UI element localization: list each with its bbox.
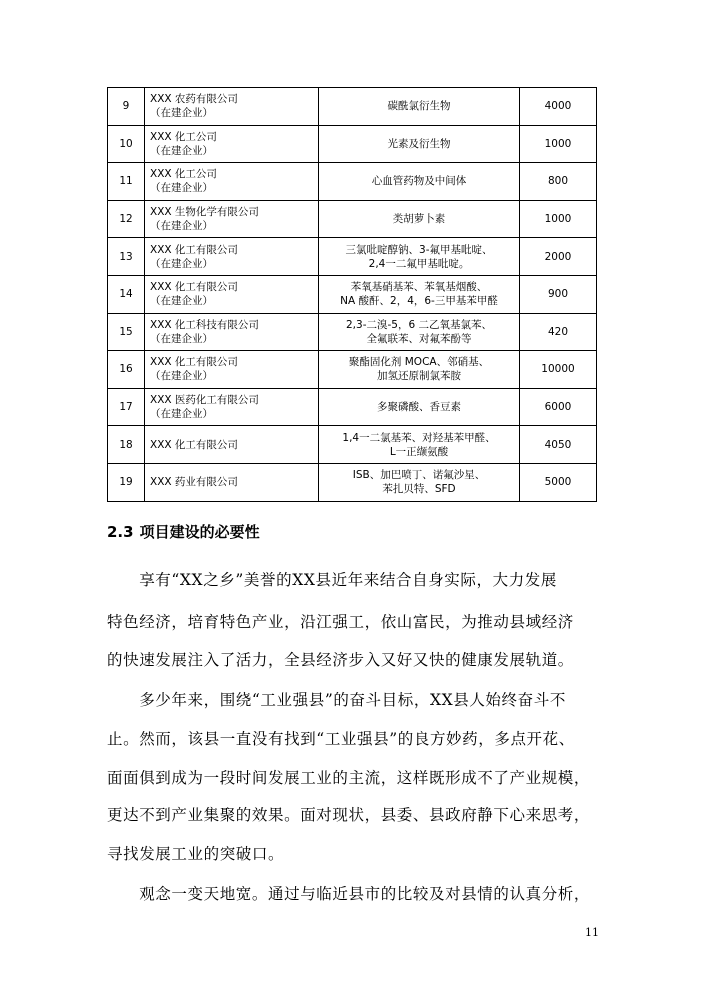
product-line: L一正缬氨酸 — [389, 445, 449, 458]
company-cell — [145, 426, 319, 464]
row-number-cell: 13 — [108, 238, 145, 276]
table-row — [108, 125, 597, 163]
product-line: 光素及衍生物 — [387, 137, 451, 150]
product-cell — [319, 125, 520, 163]
company-name: XXX 医药化工有限公司 — [150, 394, 259, 407]
company-status: （在建企业） — [150, 332, 213, 345]
section-number: 2.3 — [107, 523, 134, 541]
product-line: 苯氧基硝基苯、苯氧基烟酸、 — [350, 281, 488, 294]
company-cell — [145, 388, 319, 426]
product-cell — [319, 351, 520, 389]
capacity-cell: 900 — [520, 275, 597, 313]
company-cell — [145, 238, 319, 276]
company-cell — [145, 125, 319, 163]
company-name: XXX 农药有限公司 — [150, 93, 238, 106]
table-row — [108, 238, 597, 276]
capacity-cell: 4050 — [520, 426, 597, 464]
company-status: （在建企业） — [150, 295, 213, 308]
row-number-cell: 10 — [108, 125, 145, 163]
company-cell — [145, 463, 319, 501]
enterprise-table-body — [108, 88, 597, 502]
company-name: XXX 药业有限公司 — [150, 476, 238, 489]
company-name: XXX 化工有限公司 — [150, 438, 238, 451]
row-number-cell: 11 — [108, 163, 145, 201]
product-line: 三氯吡啶醇钠、3-氟甲基吡啶、 — [345, 243, 493, 256]
company-name: XXX 生物化学有限公司 — [150, 206, 259, 219]
company-status: （在建企业） — [150, 370, 213, 383]
table-row — [108, 313, 597, 351]
product-line: 心血管药物及中间体 — [371, 175, 467, 188]
company-name: XXX 化工科技有限公司 — [150, 318, 259, 331]
capacity-cell: 800 — [520, 163, 597, 201]
product-cell — [319, 200, 520, 238]
product-line: 碳酰氯衍生物 — [387, 100, 451, 113]
paragraph-line: 观念一变天地宽。通过与临近县市的比较及对县情的认真分析， — [107, 885, 591, 903]
capacity-cell: 2000 — [520, 238, 597, 276]
product-line: 2,4一二氟甲基吡啶。 — [368, 257, 470, 270]
company-name: XXX 化工有限公司 — [150, 243, 238, 256]
row-number-cell: 16 — [108, 351, 145, 389]
capacity-cell: 6000 — [520, 388, 597, 426]
company-status: （在建企业） — [150, 257, 213, 270]
table-row — [108, 163, 597, 201]
company-name: XXX 化工公司 — [150, 168, 217, 181]
product-line: NA 酸酐、2，4，6-三甲基苯甲醛 — [340, 295, 498, 308]
company-cell — [145, 163, 319, 201]
table-row — [108, 426, 597, 464]
paragraph-line: 多少年来，围绕“工业强县”的奋斗目标，XX县人始终奋斗不 — [107, 691, 566, 709]
page-number: 11 — [585, 926, 599, 939]
company-status: （在建企业） — [150, 144, 213, 157]
table-row — [108, 200, 597, 238]
company-name: XXX 化工有限公司 — [150, 356, 238, 369]
product-line: ISB、加巴喷丁、诺氟沙星、 — [352, 469, 486, 482]
company-name: XXX 化工有限公司 — [150, 281, 238, 294]
row-number-cell: 14 — [108, 275, 145, 313]
company-cell — [145, 200, 319, 238]
product-line: 加氢还原制氯苯胺 — [377, 370, 461, 383]
product-cell — [319, 275, 520, 313]
product-cell — [319, 163, 520, 201]
product-line: 多聚磷酸、香豆素 — [377, 401, 461, 414]
row-number-cell: 9 — [108, 88, 145, 126]
table-row — [108, 463, 597, 501]
paragraph-line: 止。然而，该县一直没有找到“工业强县”的良方妙药，多点开花、 — [107, 730, 575, 748]
capacity-cell: 5000 — [520, 463, 597, 501]
row-number-cell: 15 — [108, 313, 145, 351]
product-cell — [319, 313, 520, 351]
paragraph-line: 的快速发展注入了活力，全县经济步入又好又快的健康发展轨道。 — [107, 651, 574, 669]
product-line: 苯扎贝特、SFD — [382, 483, 456, 496]
capacity-cell: 1000 — [520, 200, 597, 238]
enterprise-table — [107, 87, 597, 502]
capacity-cell: 4000 — [520, 88, 597, 126]
capacity-cell: 1000 — [520, 125, 597, 163]
company-name: XXX 化工公司 — [150, 130, 217, 143]
product-line: 2,3-二溴-5，6 二乙氧基氯苯、 — [346, 318, 492, 331]
company-cell — [145, 88, 319, 126]
row-number-cell: 18 — [108, 426, 145, 464]
paragraph-line: 享有“XX之乡”美誉的XX县近年来结合自身实际，大力发展 — [107, 571, 557, 589]
section-heading — [107, 521, 260, 542]
company-status: （在建企业） — [150, 107, 213, 120]
paragraph-line: 特色经济，培育特色产业，沿江强工，依山富民，为推动县域经济 — [107, 613, 574, 631]
table-row — [108, 351, 597, 389]
section-title: 项目建设的必要性 — [139, 523, 260, 541]
table-row — [108, 388, 597, 426]
capacity-cell: 10000 — [520, 351, 597, 389]
company-status: （在建企业） — [150, 182, 213, 195]
paragraph-line: 更达不到产业集聚的效果。面对现状，县委、县政府静下心来思考， — [107, 806, 591, 824]
company-status: （在建企业） — [150, 220, 213, 233]
product-cell — [319, 88, 520, 126]
capacity-cell: 420 — [520, 313, 597, 351]
company-cell — [145, 275, 319, 313]
product-line: 类胡萝卜素 — [392, 213, 446, 226]
company-cell — [145, 351, 319, 389]
product-cell — [319, 463, 520, 501]
product-cell — [319, 388, 520, 426]
product-line: 1,4一二氯基苯、对羟基苯甲醛、 — [342, 431, 496, 444]
company-cell — [145, 313, 319, 351]
paragraph-line: 寻找发展工业的突破口。 — [107, 845, 285, 863]
company-status: （在建企业） — [150, 408, 213, 421]
product-line: 聚酯固化剂 MOCA、邻硝基、 — [348, 356, 490, 369]
table-row — [108, 88, 597, 126]
table-row — [108, 275, 597, 313]
enterprise-table-container — [107, 87, 596, 502]
product-line: 全氟联苯、对氟苯酚等 — [366, 332, 472, 345]
paragraph-line: 面面俱到成为一段时间发展工业的主流，这样既形成不了产业规模， — [107, 769, 591, 787]
row-number-cell: 12 — [108, 200, 145, 238]
product-cell — [319, 426, 520, 464]
product-cell — [319, 238, 520, 276]
row-number-cell: 19 — [108, 463, 145, 501]
row-number-cell: 17 — [108, 388, 145, 426]
